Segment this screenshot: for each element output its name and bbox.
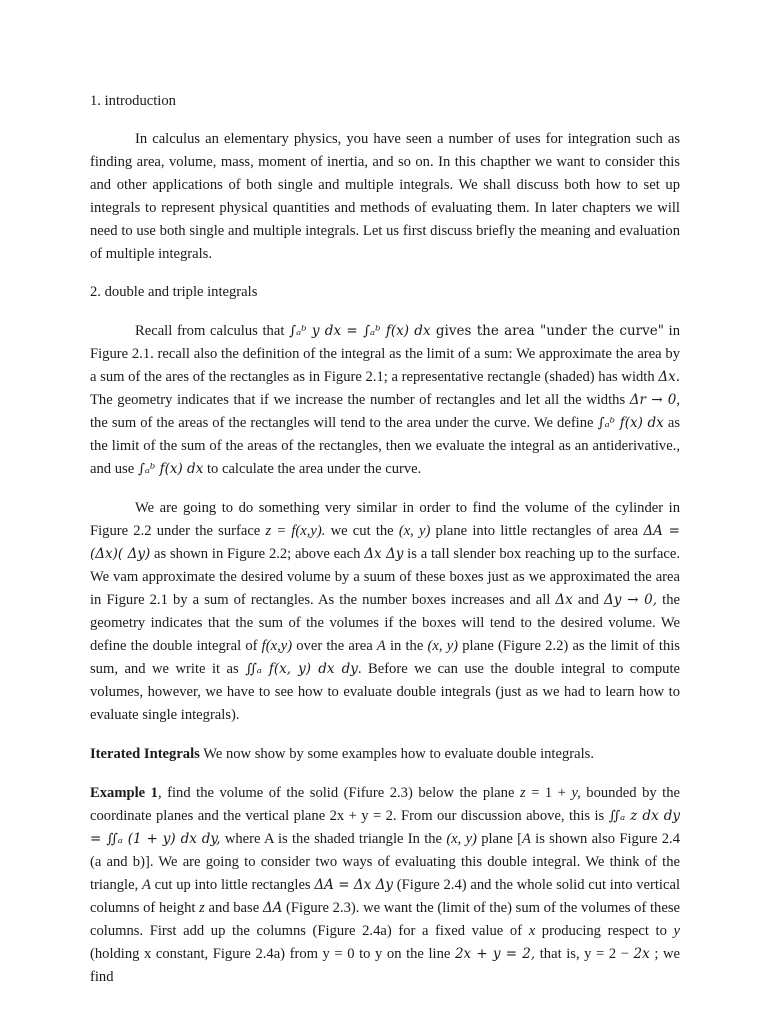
text-run: bounded by the coordinate planes and the vertical plane 2x + y = 2. From our discussion above, this is <box>90 785 680 824</box>
text-run: The geometry indicates that if we increase the number of rectangles and let all the widths <box>90 392 630 408</box>
text-run: Recall from calculus that <box>135 323 290 339</box>
italic-xy: (x, y) <box>427 638 459 654</box>
text-run: is a tall slender box reaching up to the surface. We vam approximate the desired volume by a suum of these boxes just as we approximated the area in Figure 2.1 by a sum of rectangles. As the number boxes increases and all <box>90 546 681 608</box>
italic-x: x <box>528 923 536 939</box>
text-run: where A is the shaded triangle In the <box>220 831 447 847</box>
paragraph-recall <box>90 320 680 481</box>
section-1-heading: 1. introduction <box>90 93 176 109</box>
math-delta-x: Δx <box>555 592 573 608</box>
text-run: and base <box>204 900 263 916</box>
text-run: plane (Figure 2.2) as the limit of this sum, and we write it as <box>90 638 680 677</box>
text-run: = 1 + <box>525 785 572 801</box>
bold-iterated-integrals: Iterated Integrals <box>90 746 200 762</box>
text-run: ; we find <box>90 946 680 985</box>
math-line-equation: 2x + y = 2, <box>454 946 536 962</box>
text-run: as shown in Figure 2.2; above each <box>150 546 365 562</box>
italic-surface: z = f(x,y). <box>265 523 326 539</box>
text-run: that is, y = 2 − <box>535 946 634 962</box>
italic-a: A <box>141 877 151 893</box>
text-run: , the sum of the areas of the rectangles will tend to the area under the curve. We define <box>90 392 680 431</box>
italic-fxy: f(x,y) <box>261 638 293 654</box>
italic-z: z <box>519 785 526 801</box>
italic-xy: (x, y) <box>446 831 477 847</box>
text-run: we cut the <box>325 523 399 539</box>
text-run: to calculate the area under the curve. <box>203 461 422 477</box>
math-2x: 2x <box>633 946 650 962</box>
paragraph-introduction: In calculus an elementary physics, you have seen a number of uses for integration such as finding area, volume, mass, moment of inertia, and so on. In this chapther we want to consider this and other applications of both single and multiple integrals. We shall discuss both how to set up integrals to represent physical quantities and methods of evaluating them. In later chapters we will need to use both single and multiple integrals. Let us first discuss briefly the meaning and evaluation of multiple integrals. <box>90 131 680 262</box>
italic-y: y <box>673 923 680 939</box>
math-integral-area: ∫ₐᵇ y dx = ∫ₐᵇ f(x) dx <box>289 323 431 339</box>
paragraph-iterated <box>90 743 680 766</box>
italic-a: A <box>376 638 386 654</box>
math-dx-dy: Δx Δy <box>364 546 404 562</box>
paragraph-example-1 <box>90 782 680 989</box>
text-run: and <box>572 592 605 608</box>
paragraph-volume <box>90 497 680 727</box>
text-run: (Figure 2.4) and the whole solid cut into vertical columns of height <box>90 877 681 916</box>
text-run: cut up into little rectangles <box>150 877 315 893</box>
math-double-integral: ∬ₐ f(x, y) dx dy <box>245 661 358 677</box>
italic-y: y, <box>571 785 581 801</box>
text-run: plane [ <box>476 831 522 847</box>
text-run: in the <box>385 638 428 654</box>
math-delta-x: Δx. <box>658 369 680 385</box>
text-run: in Figure 2.1. recall also the definition of the integral as the limit of a sum: We approximate the area by a sum of the ares of the rectangles as in Figure 2.1; a representative rectangle (shaded) has width <box>90 323 680 385</box>
math-integral-fx: ∫ₐᵇ f(x) dx <box>137 461 204 477</box>
text-run: (Figure 2.3). we want the (limit of the) sum of the volumes of these columns. First add up the columns (Figure 2.4a) for a fixed value of <box>90 900 680 939</box>
math-delta-y-limit: Δy → 0, <box>604 592 658 608</box>
math-area-element: ΔA = (Δx)( Δy) <box>90 523 680 562</box>
italic-z: z <box>199 900 205 916</box>
math-delta-r-limit: Δr → 0 <box>629 392 677 408</box>
text-run: as the limit of the sum of the areas of the rectangles, then we evaluate the integral as an antiderivative., and use <box>90 415 681 477</box>
text-run: . Before we can use the double integral to compute volumes, however, we have to see how to evaluate double integrals (just as we had to learn how to evaluate single integrals). <box>90 661 680 723</box>
text-run: gives the area <box>430 323 540 339</box>
italic-xy: (x, y) <box>398 523 431 539</box>
text-run: (holding x constant, Figure 2.4a) from y = 0 to y on the line <box>90 946 455 962</box>
math-delta-a: ΔA <box>262 900 283 916</box>
math-area-element: ΔA = Δx Δy <box>314 877 394 893</box>
math-integral-fx: ∫ₐᵇ f(x) dx <box>597 415 664 431</box>
text-run: the geometry indicates that the sum of the volumes if the boxes will tend to the desired volume. We define the double integral of <box>90 592 680 654</box>
text-run: is shown also Figure 2.4 (a and b)]. We are going to consider two ways of evaluating this double integral. We think of the triangle, <box>90 831 680 893</box>
text-run: We are going to do something very similar in order to find the volume of the cylinder in Figure 2.2 under the surface <box>90 500 680 539</box>
text-run: "under the curve" <box>540 323 664 339</box>
bold-example-1: Example 1 <box>90 785 158 801</box>
text-run: producing respect to <box>535 923 674 939</box>
italic-a: A <box>521 831 531 847</box>
text-run: plane into little rectangles of area <box>430 523 644 539</box>
section-2-heading: 2. double and triple integrals <box>90 284 258 300</box>
text-run: , find the volume of the solid (Fifure 2.3) below the plane <box>157 785 520 801</box>
text-run: We now show by some examples how to evaluate double integrals. <box>199 746 594 762</box>
math-volume-integral: ∬ₐ z dx dy = ∬ₐ (1 + y) dx dy, <box>90 808 681 847</box>
text-run: over the area <box>292 638 377 654</box>
